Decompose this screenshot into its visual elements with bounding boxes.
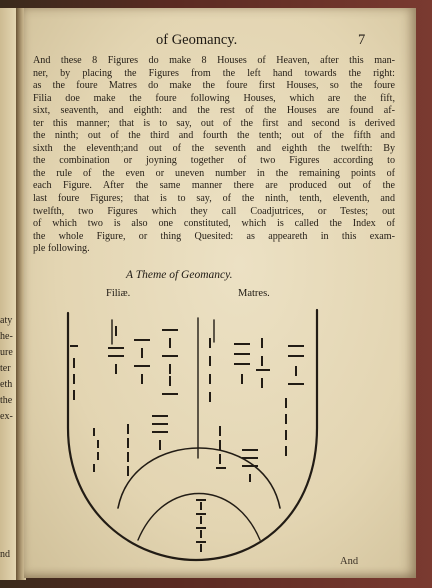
prev-page-fragment: ure [0,347,13,358]
running-title: of Geomancy. [156,32,238,48]
page-number: 7 [358,32,366,48]
prev-page-fragment: ter [0,363,11,374]
figure-lower-right-2 [242,450,258,482]
figure-filia-1 [162,330,178,374]
text-line: as the foure Matres do make the foure first Houses, so the foure [33,80,395,92]
text-line: And these 8 Figures do make 8 Houses of Heaven, after this man- [33,55,395,66]
text-line: sixth the eleventh;and out of the seventh and eighth the twelfth: By [33,142,395,154]
geomancy-theme-figure [24,8,416,578]
book-page [24,8,416,578]
text-line: ple following. [33,243,90,255]
figure-mater-2 [256,338,270,388]
text-line: last foure Figures; that is to say, of the ninth, tenth, eleventh, and [33,193,395,205]
text-line: the combination or joyning together of two Figures according to [33,155,395,167]
text-line: ter this manner; that is to say, out of the first and second is derived [33,117,395,129]
label-filiae: Filiæ. [106,288,131,299]
prev-page-fragment: the [0,395,13,406]
text-line: the rule of the even or uneven number in the remaining points of [33,167,395,179]
prev-page-fragment: eth [0,379,13,390]
figure-mater-3 [234,344,250,384]
prev-page-fragment: he- [0,331,13,342]
prev-page-fragment: aty [0,315,13,326]
text-line: the whole Figure, or thing Quesited: as appeareth in this exam- [33,230,395,242]
figure-filia-3 [108,326,124,374]
figure-judge [196,500,206,552]
outer-u-border [68,310,317,560]
text-line: sixt, seaventh, and eighth: and the rest of the Houses are found af- [33,105,395,117]
text-line: each Figure. After the same manner there are produced out of the [33,180,395,192]
theme-title: A Theme of Geomancy. [126,269,233,281]
catchword: And [340,556,359,567]
figure-lower-left-3 [152,416,168,450]
prev-page-fragment: ex- [0,411,13,422]
figure-lower-right-1 [216,426,226,468]
text-line: Filia doe make the foure following Houses, which are the fift, [33,92,395,104]
geomantic-figures [70,326,304,552]
previous-page-edge [0,8,16,580]
figure-filia-4 [70,346,78,400]
figure-filia-2 [134,340,150,384]
text-line: twelfth, two Figures which they call Coadjutrices, or Testes; out [33,205,395,217]
text-line: the ninth; out of the third and fourth the tenth; out of the fifth and [33,130,395,142]
prev-page-fragment: nd [0,549,10,560]
figure-filia-extra [162,376,178,394]
text-line: of which two is also one constituted, which is called the Index of [33,218,395,230]
text-line: ner, by placing the Figures from the left hand towards the right: [33,67,395,79]
figure-mater-1 [288,346,304,384]
figure-lower-left-1 [94,428,98,472]
label-matres: Matres. [238,288,270,299]
